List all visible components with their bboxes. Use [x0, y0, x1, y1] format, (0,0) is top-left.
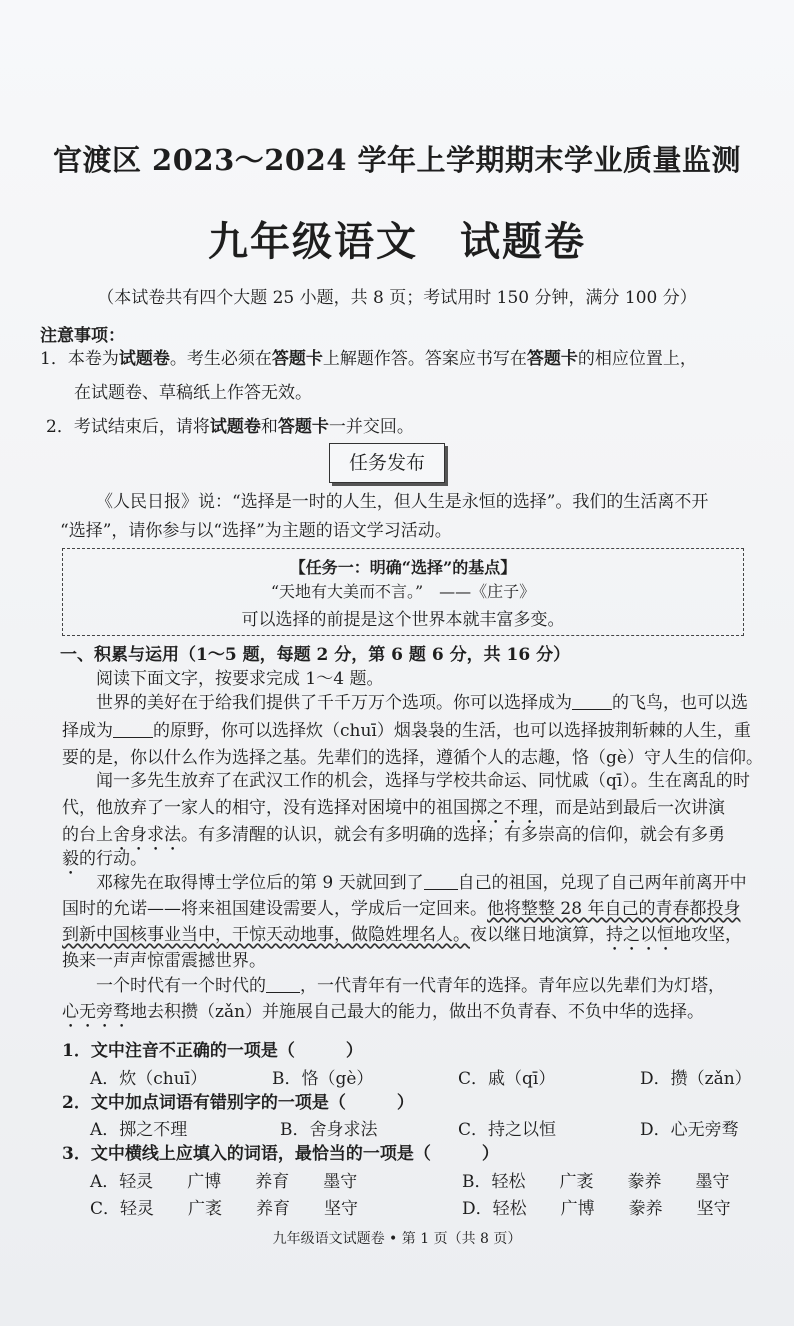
- passage-line: 到新中国核事业当中，干惊天动地事，做隐姓埋名人。夜以继日地演算，持之以恒地攻坚，: [62, 925, 742, 945]
- question-1-option-a[interactable]: A．炊（chuī）: [90, 1069, 208, 1089]
- passage-line: 国时的允诺——将来祖国建设需要人，学成后一定回来。他将整整 28 年自己的青春都投身: [62, 899, 741, 919]
- task1-box: [62, 548, 744, 636]
- page-footer: 九年级语文试题卷 • 第 1 页（共 8 页）: [272, 1231, 522, 1247]
- task1-text: 可以选择的前提是这个世界本就丰富多变。: [241, 610, 565, 630]
- intro-line-2: “选择”，请你参与以“选择”为主题的语文学习活动。: [60, 521, 452, 541]
- passage-line: 要的是，你以什么作为选择之基。先辈们的选择，遵循个人的志趣，恪（gè）守人生的信仰。: [62, 748, 763, 768]
- fill-blank: [424, 872, 458, 890]
- question-3-option-c[interactable]: C．轻灵 广袤 养育 坚守: [90, 1199, 359, 1219]
- paper-title: 九年级语文 试题卷: [208, 218, 586, 265]
- question-2-option-c[interactable]: C．持之以恒: [458, 1120, 557, 1140]
- intro-line-1: 《人民日报》说：“选择是一时的人生，但人生是永恒的选择”。我们的生活离不开: [96, 492, 709, 512]
- question-3-option-b[interactable]: B．轻松 广袤 豢养 墨守: [462, 1172, 730, 1192]
- passage-line: 换来一声声惊雷震撼世界。: [62, 951, 266, 971]
- task1-quote: “天地有大美而不言。” ——《庄子》: [270, 582, 536, 601]
- question-1-stem: 1．文中注音不正确的一项是（ ）: [62, 1041, 363, 1061]
- passage-line: 毅的行动。: [62, 849, 147, 869]
- task1-title: 【任务一：明确“选择”的基点】: [289, 558, 517, 577]
- question-3-option-d[interactable]: D．轻松 广博 豢养 坚守: [462, 1199, 731, 1219]
- passage-line: 邓稼先在取得博士学位后的第 9 天就回到了 自己的祖国，兑现了自己两年前离开中: [96, 873, 747, 893]
- question-2-option-b[interactable]: B．舍身求法: [280, 1120, 378, 1140]
- notice-item-1-cont: 在试题卷、草稿纸上作答无效。: [74, 383, 312, 403]
- passage-line: 世界的美好在于给我们提供了千千万万个选项。你可以选择成为 的飞鸟，也可以选: [96, 693, 748, 713]
- question-3-option-a[interactable]: A．轻灵 广博 养育 墨守: [90, 1172, 358, 1192]
- passage-line: 一个时代有一个时代的 ，一代青年有一代青年的选择。青年应以先辈们为灯塔，: [96, 976, 725, 996]
- fill-blank: [113, 720, 153, 738]
- section-1-instruction: 阅读下面文字，按要求完成 1～4 题。: [96, 669, 384, 689]
- notice-item-1: 1．本卷为试题卷。考生必须在答题卡上解题作答。答案应书写在答题卡的相应位置上，: [40, 349, 697, 369]
- question-1-option-b[interactable]: B．恪（gè）: [272, 1069, 374, 1089]
- exam-title: 官渡区 2023～2024 学年上学期期末学业质量监测: [52, 143, 742, 177]
- exam-info: （本试卷共有四个大题 25 小题，共 8 页；考试用时 150 分钟，满分 100 分）: [97, 288, 697, 308]
- passage-line: 心无旁骛地去积攒（zǎn）并施展自己最大的能力，做出不负青春、不负中华的选择。: [62, 1002, 705, 1022]
- question-1-option-d[interactable]: D．攒（zǎn）: [640, 1069, 752, 1089]
- passage-line: 的台上舍身求法。有多清醒的认识，就会有多明确的选择；有多崇高的信仰，就会有多勇: [62, 825, 725, 845]
- question-2-option-a[interactable]: A．掷之不理: [90, 1120, 188, 1140]
- question-2-option-d[interactable]: D．心无旁骛: [640, 1120, 739, 1140]
- question-3-stem: 3．文中横线上应填入的词语，最恰当的一项是（ ）: [62, 1144, 499, 1164]
- section-1-heading: 一、积累与运用（1～5 题，每题 2 分，第 6 题 6 分，共 16 分）: [60, 645, 571, 665]
- question-2-stem: 2．文中加点词语有错别字的一项是（ ）: [62, 1093, 414, 1113]
- task-release-box: 任务发布: [329, 443, 445, 483]
- question-1-option-c[interactable]: C．戚（qī）: [458, 1069, 556, 1089]
- passage-line: 代，他放弃了一家人的相守，没有选择对困境中的祖国掷之不理，而是站到最后一次讲演: [62, 798, 725, 818]
- fill-blank: [572, 692, 612, 710]
- notice-item-2: 2．考试结束后，请将试题卷和答题卡一并交回。: [46, 417, 414, 437]
- passage-line: 择成为 的原野，你可以选择炊（chuī）烟袅袅的生活，也可以选择披荆斩棘的人生，重: [62, 721, 751, 741]
- notice-heading: 注意事项：: [40, 326, 125, 346]
- passage-line: 闻一多先生放弃了在武汉工作的机会，选择与学校共命运、同忧戚（qī）。生在离乱的时: [96, 771, 750, 791]
- fill-blank: [266, 975, 300, 993]
